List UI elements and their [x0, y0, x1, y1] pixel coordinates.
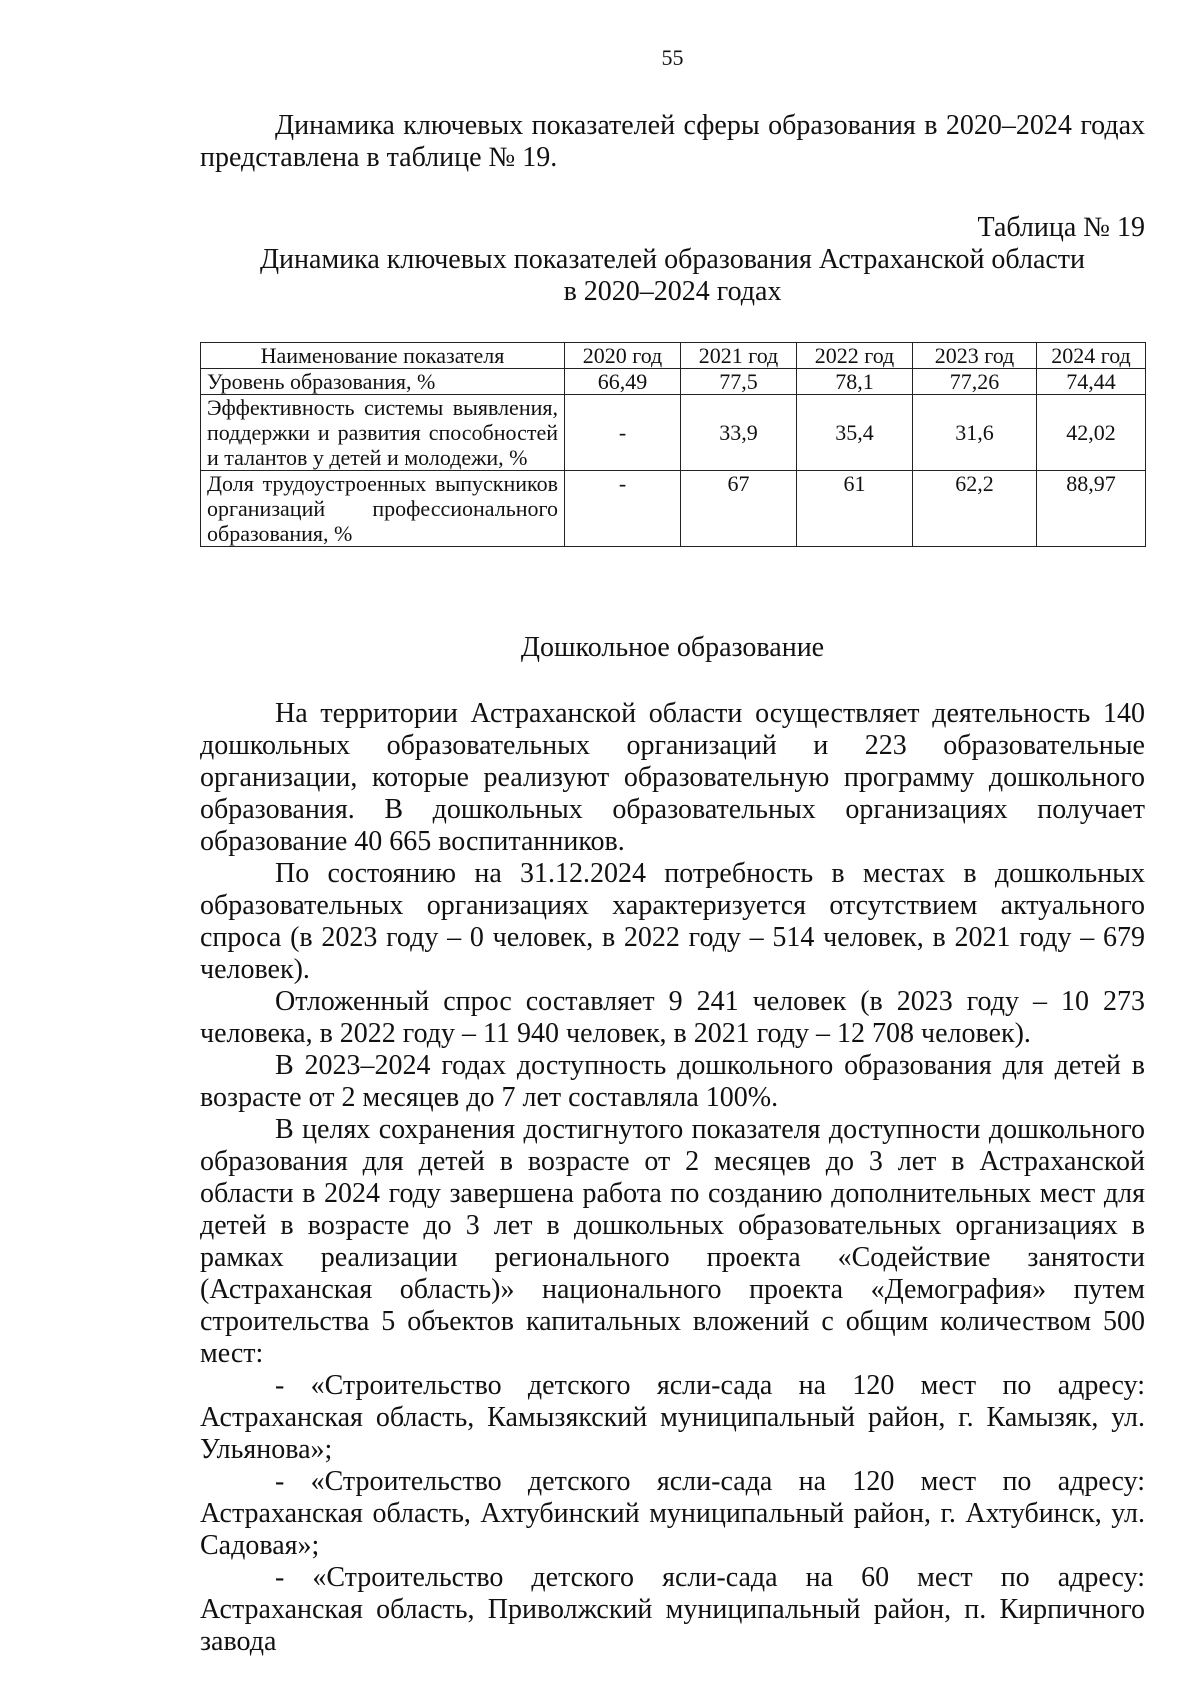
cell-value: 78,1: [797, 369, 913, 395]
table-row: [201, 471, 1146, 547]
cell-value: 77,26: [913, 369, 1037, 395]
table-header-row: [201, 343, 1146, 369]
cell-value: 33,9: [681, 395, 797, 471]
row-name: Уровень образования, %: [201, 369, 565, 395]
row-name: Эффективность системы выявления, поддержки и развития способностей и талантов у детей и молодежи, %: [201, 395, 565, 471]
indicators-table: [200, 342, 1146, 547]
body-paragraph: По состоянию на 31.12.2024 потребность в местах в дошкольных образовательных организациях характеризуется отсутствием актуального спроса (в 2023 году – 0 человек, в 2022 году – 514 человек, в 2021 году – 679 человек).: [200, 858, 1145, 985]
header-2020: 2020 год: [565, 343, 681, 369]
cell-value: 66,49: [565, 369, 681, 395]
list-item: - «Строительство детского ясли-сада на 120 мест по адресу: Астраханская область, Камызякский муниципальный район, г. Камызяк, ул. Ульянова»;: [200, 1370, 1145, 1465]
cell-value: 31,6: [913, 395, 1037, 471]
table-row: [201, 395, 1146, 471]
cell-value: 67: [681, 471, 797, 547]
intro-paragraph: Динамика ключевых показателей сферы образования в 2020–2024 годах представлена в таблице № 19.: [200, 110, 1145, 173]
cell-value: -: [565, 471, 681, 547]
row-name: Доля трудоустроенных выпускников организаций профессионального образования, %: [201, 471, 565, 547]
table-title-line-2: в 2020–2024 годах: [563, 276, 782, 307]
page-number: 55: [661, 45, 684, 70]
cell-value: 74,44: [1037, 369, 1146, 395]
table-row: [201, 369, 1146, 395]
list-item: - «Строительство детского ясли-сада на 120 мест по адресу: Астраханская область, Ахтубинский муниципальный район, г. Ахтубинск, ул. Садовая»;: [200, 1466, 1145, 1561]
header-2023: 2023 год: [913, 343, 1037, 369]
list-item: - «Строительство детского ясли-сада на 60 мест по адресу: Астраханская область, Приволжский муниципальный район, п. Кирпичного завода: [200, 1562, 1145, 1657]
cell-value: 77,5: [681, 369, 797, 395]
table-title-line-1: Динамика ключевых показателей образования Астраханской области: [259, 244, 1086, 275]
header-indicator-name: Наименование показателя: [201, 343, 565, 369]
cell-value: 88,97: [1037, 471, 1146, 547]
table-label: Таблица № 19: [977, 212, 1145, 243]
header-2021: 2021 год: [681, 343, 797, 369]
cell-value: 61: [797, 471, 913, 547]
section-title: Дошкольное образование: [520, 632, 825, 663]
cell-value: 62,2: [913, 471, 1037, 547]
cell-value: -: [565, 395, 681, 471]
body-paragraph: В 2023–2024 годах доступность дошкольного образования для детей в возрасте от 2 месяцев до 7 лет составляла 100%.: [200, 1050, 1145, 1113]
cell-value: 35,4: [797, 395, 913, 471]
header-2022: 2022 год: [797, 343, 913, 369]
body-paragraph: В целях сохранения достигнутого показателя доступности дошкольного образования для детей в возрасте от 2 месяцев до 3 лет в Астраханской области в 2024 году завершена работа по созданию дополнительных мест для детей в возрасте до 3 лет в дошкольных образовательных организациях в рамках реализации регионального проекта «Содействие занятости (Астраханская область)» национального проекта «Демография» путем строительства 5 объектов капитальных вложений с общим количеством 500 мест:: [200, 1114, 1145, 1369]
body-text: [200, 698, 1145, 1658]
cell-value: 42,02: [1037, 395, 1146, 471]
body-paragraph: На территории Астраханской области осуществляет деятельность 140 дошкольных образовательных организаций и 223 образовательные организации, которые реализуют образовательную программу дошкольного образования. В дошкольных образовательных организациях получает образование 40 665 воспитанников.: [200, 698, 1145, 857]
header-2024: 2024 год: [1037, 343, 1146, 369]
body-paragraph: Отложенный спрос составляет 9 241 человек (в 2023 году – 10 273 человека, в 2022 году – 11 940 человек, в 2021 году – 12 708 человек).: [200, 986, 1145, 1049]
table-title: [200, 244, 1145, 308]
